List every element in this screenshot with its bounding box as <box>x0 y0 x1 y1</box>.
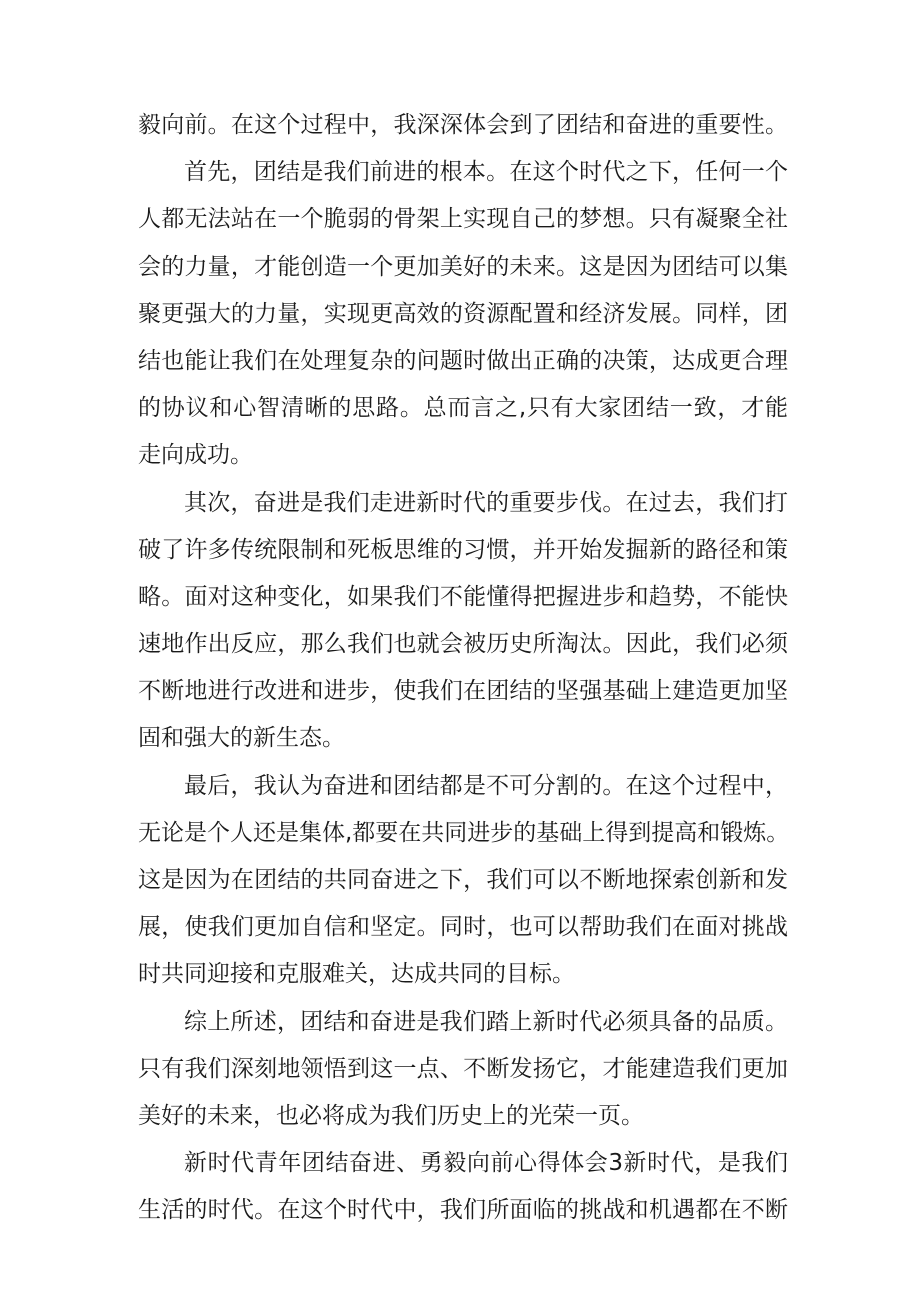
text-line: 只有我们深刻地领悟到这一点、不断发扬它，才能建造我们更加 <box>138 1055 788 1082</box>
text-line: 会的力量，才能创造一个更加美好的未来。这是因为团结可以集 <box>138 253 788 280</box>
text-line: 综上所述，团结和奋进是我们踏上新时代必须具备的品质。 <box>184 1008 788 1035</box>
text-line: 最后，我认为奋进和团结都是不可分割的。在这个过程中， <box>184 772 788 799</box>
text-line: 这是因为在团结的共同奋进之下，我们可以不断地探索创新和发 <box>138 867 788 893</box>
text-line: 不断地进行改进和进步，使我们在团结的坚强基础上建造更加坚 <box>138 678 788 705</box>
text-line: 破了许多传统限制和死板思维的习惯，并开始发掘新的路径和策 <box>138 536 788 563</box>
text-line: 的协议和心智清晰的思路。总而言之,只有大家团结一致，才能 <box>138 395 788 422</box>
text-line: 生活的时代。在这个时代中，我们所面临的挑战和机遇都在不断 <box>138 1197 788 1224</box>
paragraph <box>138 102 788 149</box>
text-line: 美好的未来，也必将成为我们历史上的光荣一页。 <box>138 1102 644 1129</box>
document-body <box>138 102 788 1235</box>
text-line: 展，使我们更加自信和坚定。同时，也可以帮助我们在面对挑战 <box>138 914 788 941</box>
text-line: 毅向前。在这个过程中，我深深体会到了团结和奋进的重要性。 <box>138 112 788 138</box>
text-line: 时共同迎接和克服难关，达成共同的目标。 <box>138 961 575 988</box>
text-line: 其次，奋进是我们走进新时代的重要步伐。在过去，我们打 <box>184 489 788 516</box>
text-line: 无论是个人还是集体,都要在共同进步的基础上得到提高和锻炼。 <box>138 819 790 846</box>
text-line: 人都无法站在一个脆弱的骨架上实现自己的梦想。只有凝聚全社 <box>138 206 788 233</box>
text-line: 速地作出反应，那么我们也就会被历史所淘汰。因此，我们必须 <box>138 631 788 658</box>
paragraph <box>138 763 788 999</box>
text-line: 聚更强大的力量，实现更高效的资源配置和经济发展。同样，团 <box>138 300 788 327</box>
text-line: 结也能让我们在处理复杂的问题时做出正确的决策，达成更合理 <box>138 347 788 374</box>
text-line: 固和强大的新生态。 <box>138 725 345 752</box>
text-line: 略。面对这种变化，如果我们不能懂得把握进步和趋势，不能快 <box>138 583 788 610</box>
paragraph <box>138 480 788 763</box>
paragraph <box>138 999 788 1141</box>
text-line: 首先，团结是我们前进的根本。在这个时代之下，任何一个 <box>184 159 788 186</box>
text-line: 走向成功。 <box>138 442 253 469</box>
paragraph <box>138 149 788 479</box>
text-line: 新时代青年团结奋进、勇毅向前心得体会3新时代，是我们 <box>184 1150 788 1177</box>
paragraph <box>138 1140 788 1234</box>
